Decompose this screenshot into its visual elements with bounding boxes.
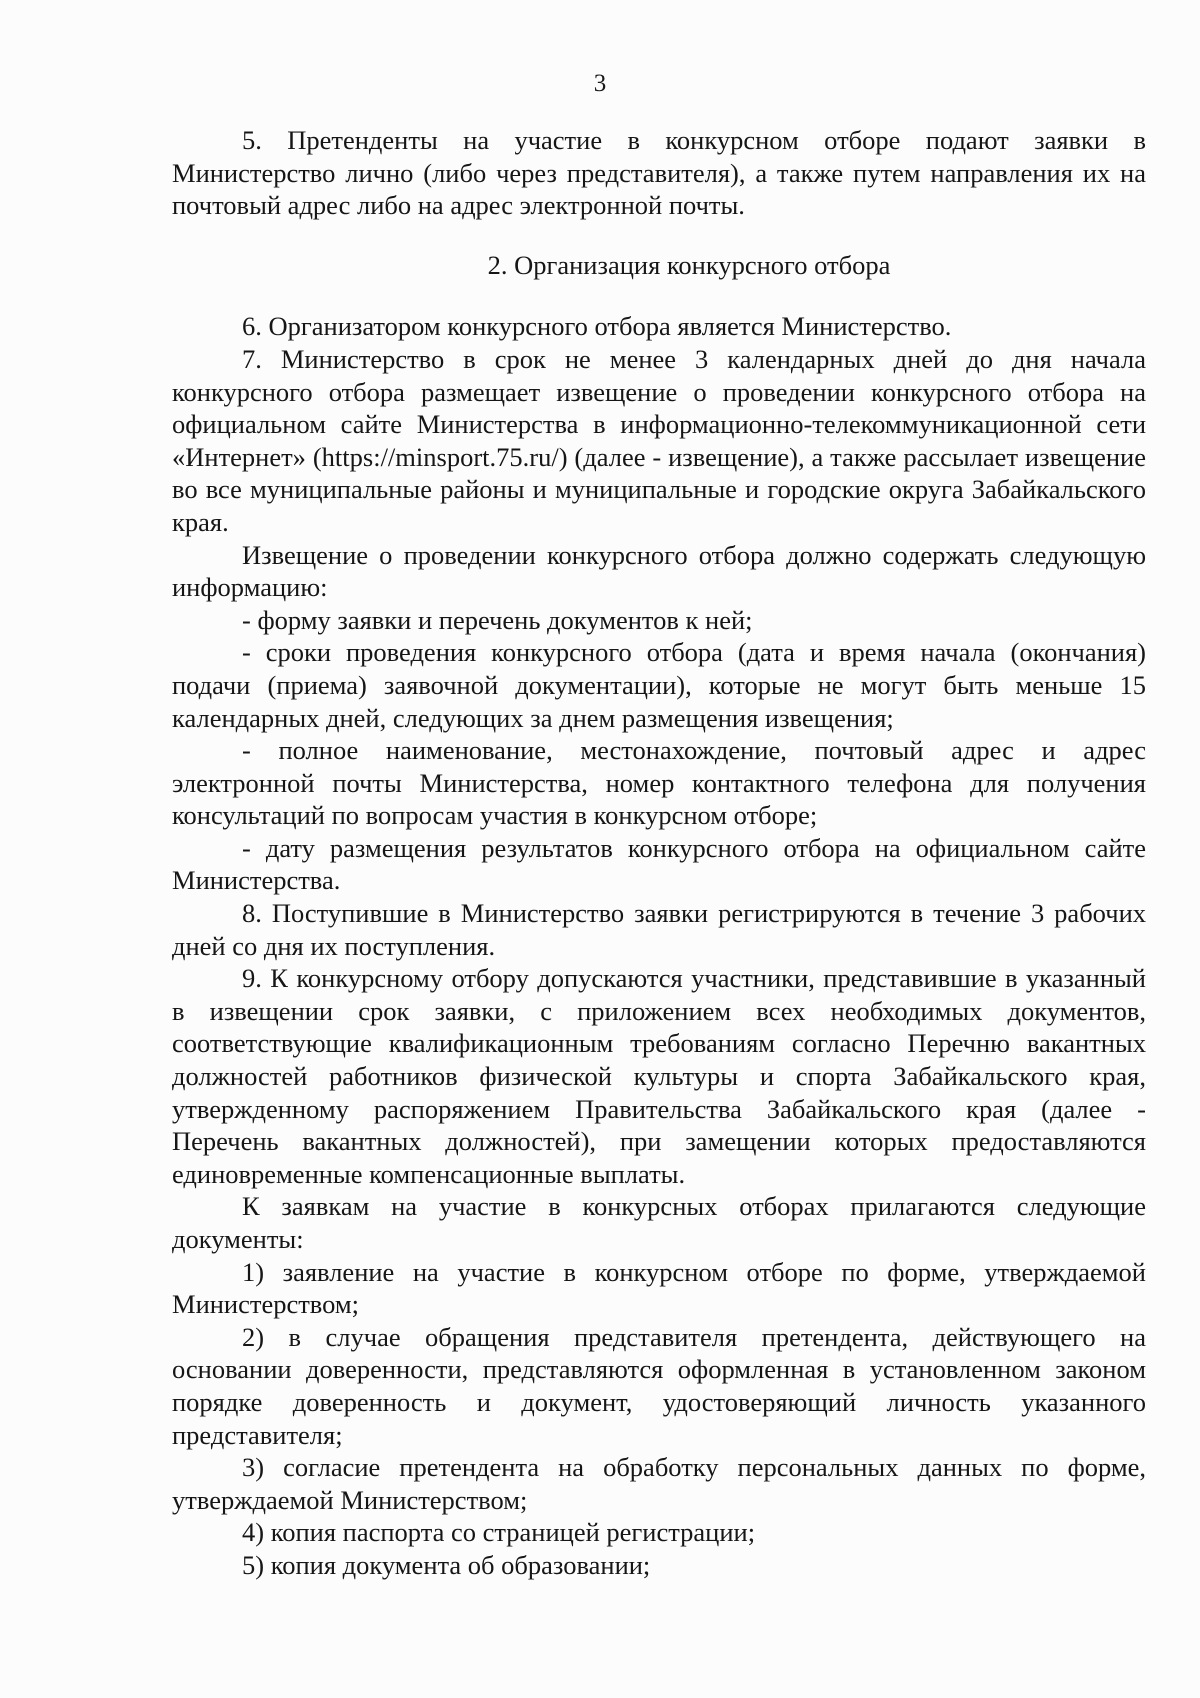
document-item-2: 2) в случае обращения представителя претендента, действующего на основании доверенности, представляются оформленная в установленном законом порядке доверенность и документ, удостоверяющий личность указанного представителя;: [172, 1321, 1146, 1450]
document-item-5: 5) копия документа об образовании;: [242, 1549, 651, 1580]
document-item-1: 1) заявление на участие в конкурсном отборе по форме, утверждаемой Министерством;: [172, 1256, 1146, 1320]
paragraph-notice-intro: Извещение о проведении конкурсного отбора должно содержать следующую информацию:: [172, 539, 1146, 603]
list-item-form: - форму заявки и перечень документов к ней;: [242, 604, 753, 635]
paragraph-6: 6. Организатором конкурсного отбора является Министерство.: [242, 311, 952, 342]
document-item-4: 4) копия паспорта со страницей регистрации;: [242, 1517, 756, 1548]
paragraph-5: 5. Претенденты на участие в конкурсном отборе подают заявки в Министерство лично (либо через представителя), а также путем направления их на почтовый адрес либо на адрес электронной почты.: [172, 125, 1146, 221]
paragraph-7: 7. Министерство в срок не менее 3 календарных дней до дня начала конкурсного отбора размещает извещение о проведении конкурсного отбора на официальном сайте Министерства в информационно-телекоммуникационной сети «Интернет» (https://minsport.75.ru/) (далее - извещение), а также рассылает извещение во все муниципальные районы и муниципальные и городские округа Забайкальского края.: [172, 343, 1146, 537]
page-number: 3: [593, 70, 607, 97]
document-item-3: 3) согласие претендента на обработку персональных данных по форме, утверждаемой Министерством;: [172, 1452, 1146, 1515]
document-body: [172, 124, 1146, 1582]
paragraph-9: 9. К конкурсному отбору допускаются участники, представившие в указанный в извещении срок заявки, с приложением всех необходимых документов, соответствующие квалификационным требованиям согласно Перечню вакантных должностей работников физической культуры и спорта Забайкальского края, утвержденному распоряжением Правительства Забайкальского края (далее - Перечень вакантных должностей), при замещении которых предоставляются единовременные компенсационные выплаты.: [172, 963, 1146, 1189]
paragraph-8: 8. Поступившие в Министерство заявки регистрируются в течение 3 рабочих дней со дня их поступления.: [172, 898, 1146, 961]
list-item-terms: - сроки проведения конкурсного отбора (дата и время начала (окончания) подачи (приема) заявочной документации), которые не могут быть меньше 15 календарных дней, следующих за днем размещения извещения;: [172, 637, 1146, 733]
list-item-results-date: - дату размещения результатов конкурсного отбора на официальном сайте Министерства.: [172, 832, 1146, 896]
list-item-contacts: - полное наименование, местонахождение, почтовый адрес и адрес электронной почты Министерства, номер контактного телефона для получения консультаций по вопросам участия в конкурсном отборе;: [172, 735, 1146, 831]
paragraph-documents-intro: К заявкам на участие в конкурсных отборах прилагаются следующие документы:: [172, 1191, 1146, 1254]
section-heading: 2. Организация конкурсного отбора: [487, 249, 891, 280]
